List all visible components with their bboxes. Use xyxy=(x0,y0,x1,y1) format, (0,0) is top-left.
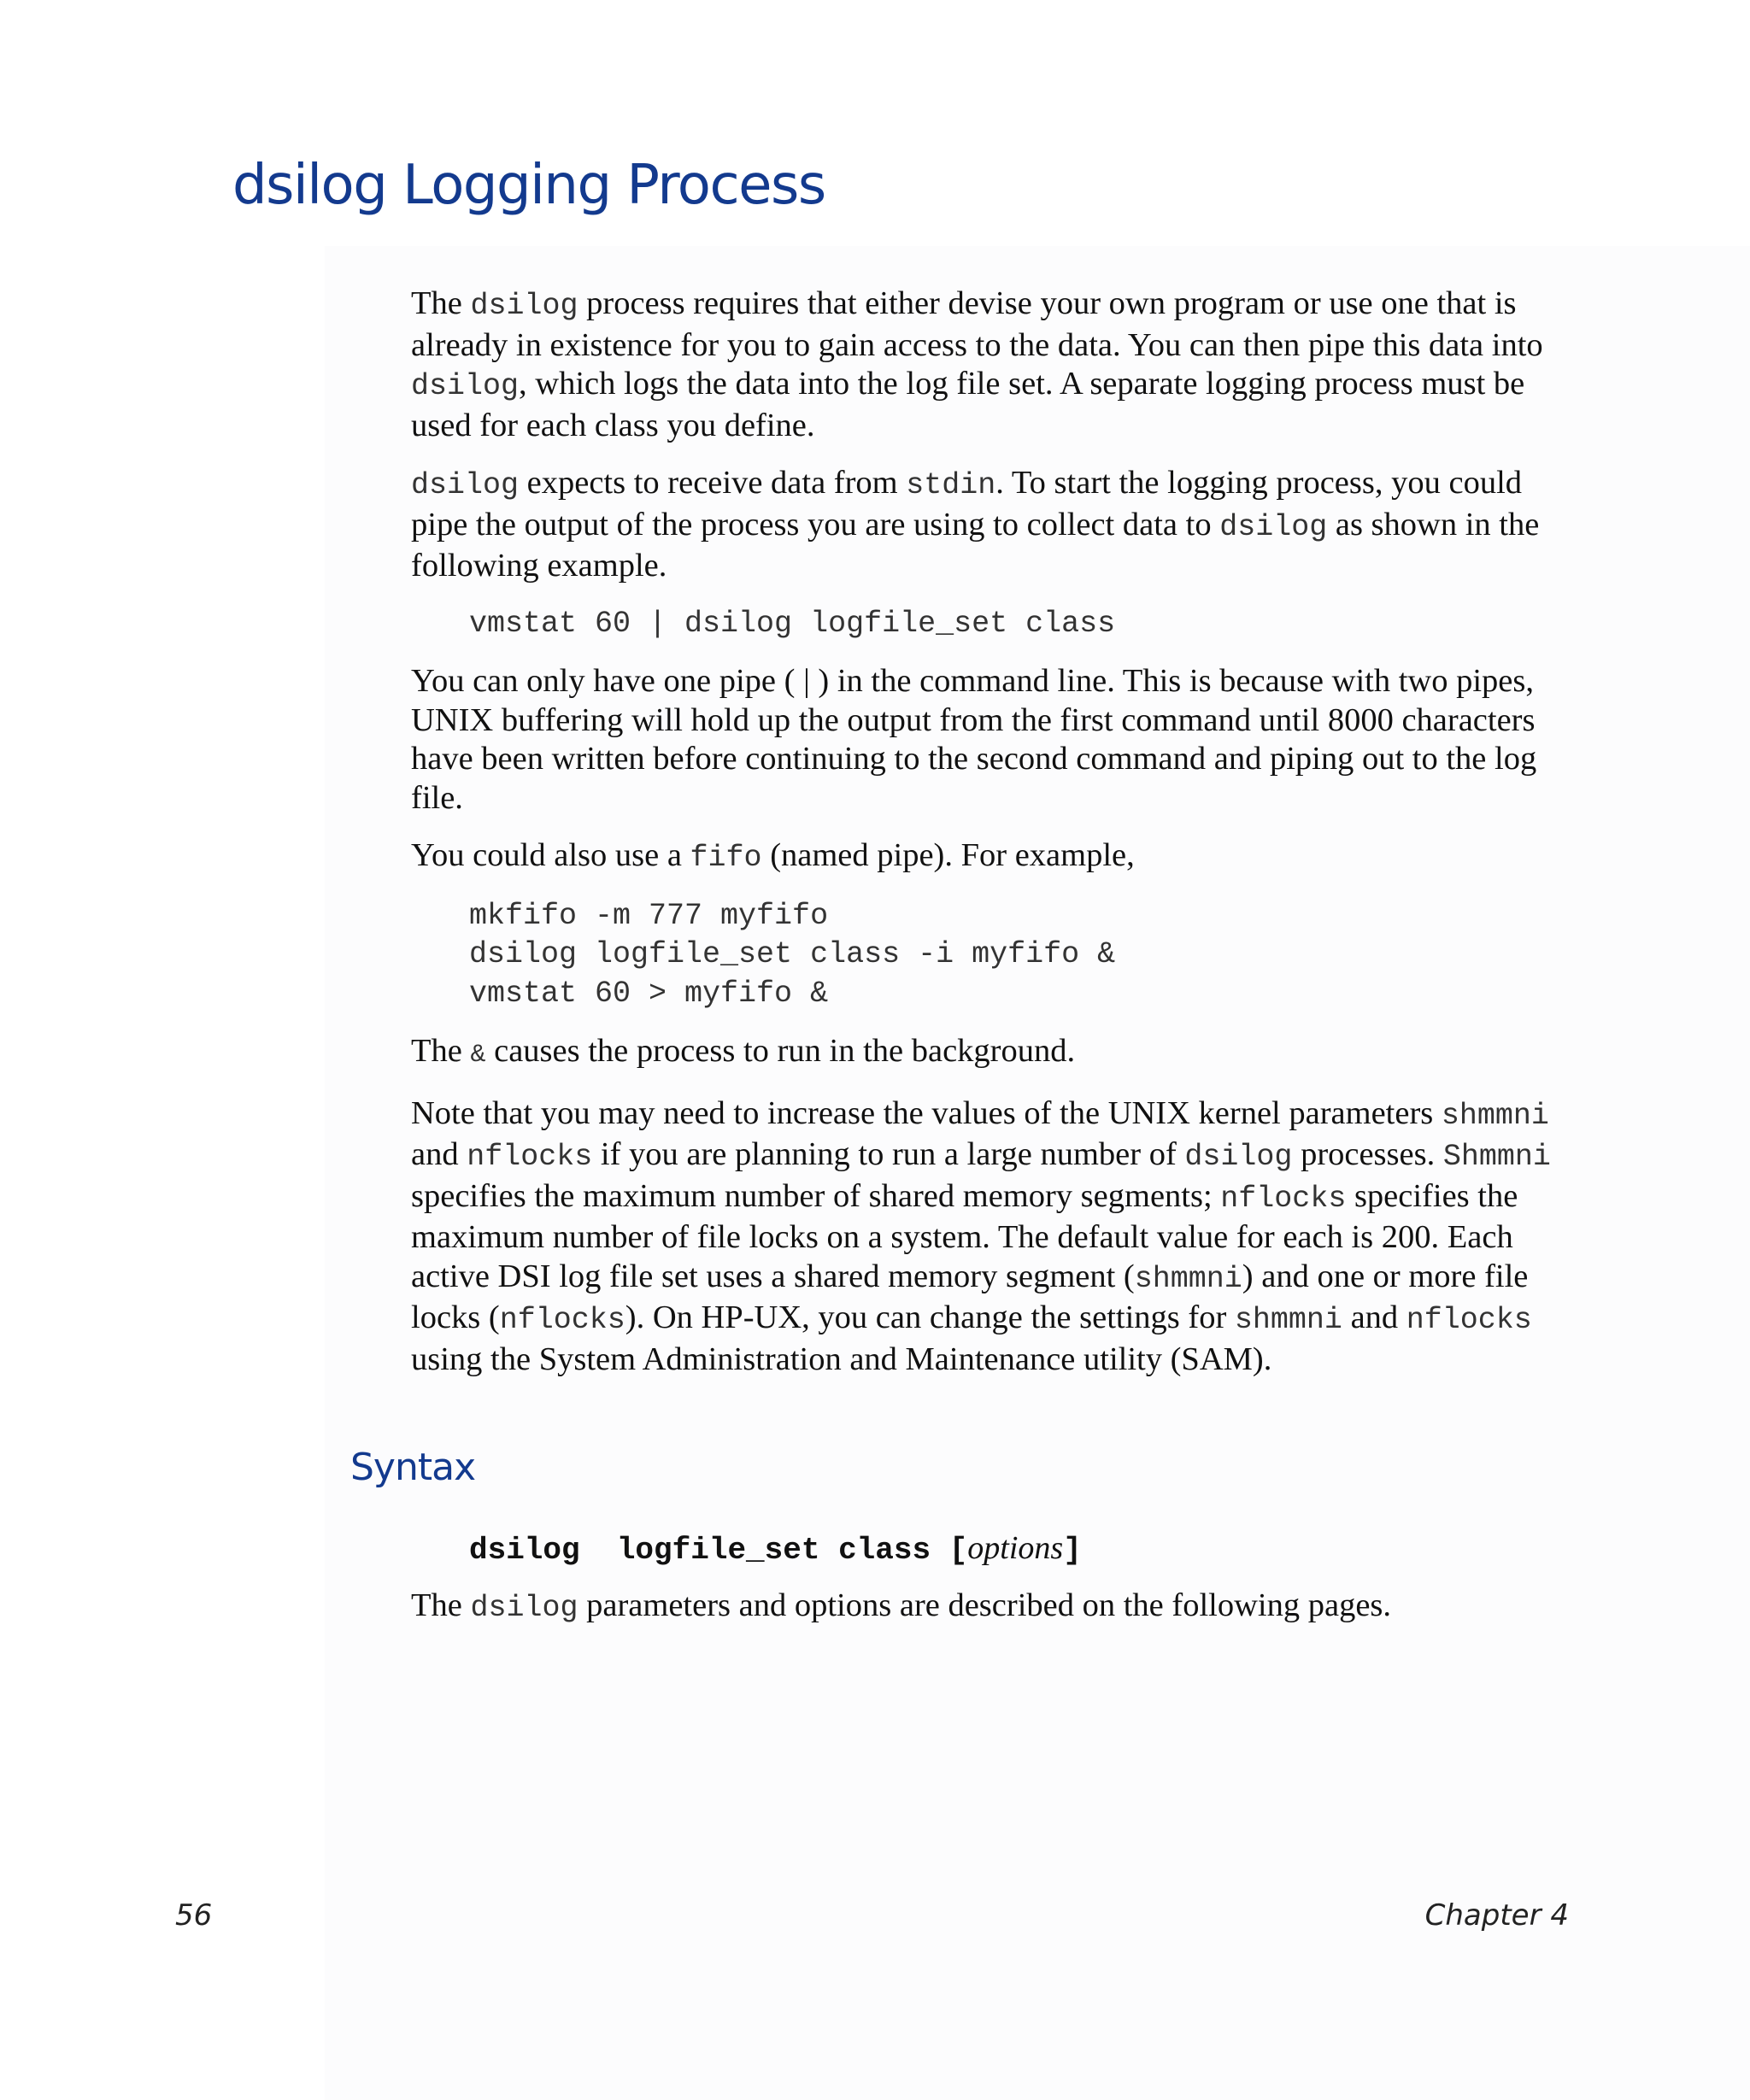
inline-code: shmmni xyxy=(1234,1303,1342,1337)
text: expects to receive data from xyxy=(519,465,907,501)
inline-code: nflocks xyxy=(1220,1181,1347,1216)
text: parameters and options are described on the following pages. xyxy=(578,1587,1392,1623)
text: using the System Administration and Maintenance utility (SAM). xyxy=(411,1340,1272,1377)
syntax-options: options xyxy=(967,1530,1064,1566)
text: The xyxy=(411,285,471,321)
text: specifies the maximum number of file locks on a system. The default value for each is 200. Each active DSI log file set uses a shared memory segment ( xyxy=(411,1177,1518,1294)
inline-code: dsilog xyxy=(470,1591,578,1625)
text: The xyxy=(411,1587,471,1623)
chapter-label: Chapter 4 xyxy=(1424,1898,1569,1933)
inline-code: dsilog xyxy=(411,468,520,502)
text: . To start the logging process, you could pipe the output of the process you are using to collect data to xyxy=(411,465,1523,543)
text: Note that you may need to increase the values of the UNIX kernel parameters xyxy=(411,1094,1442,1131)
text: ). On HP-UX, you can change the settings for xyxy=(625,1299,1235,1335)
text: The xyxy=(411,1033,471,1069)
syntax-line xyxy=(469,1529,1082,1569)
text: , which logs the data into the log file set. A separate logging process must be used for each class you define. xyxy=(411,366,1525,443)
text: if you are planning to run a large number of xyxy=(592,1136,1185,1172)
paragraph-pipe-note: You can only have one pipe ( | ) in the command line. This is because with two pipes, UNIX buffering will hold up the output from the first command until 8000 characters have been written before continuing to the second command and piping out to the log file. xyxy=(411,663,1537,816)
paragraph-intro xyxy=(411,284,1573,445)
code-line: dsilog logfile_set class -i myfifo & xyxy=(469,937,1116,971)
inline-code: dsilog xyxy=(411,369,520,403)
code-line: vmstat 60 > myfifo & xyxy=(469,976,829,1011)
text: (named pipe). For example, xyxy=(761,837,1135,873)
inline-code: dsilog xyxy=(1184,1140,1293,1174)
inline-code: dsilog xyxy=(470,289,578,323)
text: processes. xyxy=(1292,1136,1443,1172)
syntax-close: ] xyxy=(1063,1533,1082,1568)
inline-code: shmmni xyxy=(1441,1098,1549,1133)
text: specifies the maximum number of shared memory segments; xyxy=(411,1177,1221,1214)
syntax-heading: Syntax xyxy=(350,1446,476,1489)
paragraph-fifo xyxy=(411,836,1573,878)
code-line: mkfifo -m 777 myfifo xyxy=(469,898,829,933)
text: and xyxy=(411,1136,467,1172)
text: causes the process to run in the background. xyxy=(485,1033,1076,1069)
inline-code: nflocks xyxy=(467,1140,593,1174)
page-title: dsilog Logging Process xyxy=(232,154,825,217)
code-line: vmstat 60 | dsilog logfile_set class xyxy=(469,606,1116,641)
inline-code: fifo xyxy=(690,841,762,875)
page-number: 56 xyxy=(175,1898,213,1933)
inline-code: nflocks xyxy=(499,1303,625,1337)
code-example-fifo xyxy=(469,897,1573,1014)
text: process requires that either devise your own program or use one that is already in existence for you to gain access to the data. You can then pipe this data into xyxy=(411,285,1543,363)
paragraph-kernel-params xyxy=(411,1094,1573,1380)
inline-code: stdin xyxy=(906,468,996,502)
paragraph-background xyxy=(411,1032,1573,1076)
text: ) and one or more file locks ( xyxy=(411,1258,1529,1335)
text: and xyxy=(1342,1299,1406,1335)
inline-code: nflocks xyxy=(1406,1303,1532,1337)
inline-code: dsilog xyxy=(1219,509,1328,544)
inline-code: shmmni xyxy=(1134,1261,1242,1296)
text: as shown in the following example. xyxy=(411,506,1540,584)
inline-code: Shmmni xyxy=(1442,1140,1551,1174)
text: You could also use a xyxy=(411,837,690,873)
paragraph-params xyxy=(411,1587,1573,1628)
code-example-pipe xyxy=(469,605,1573,644)
inline-code: & xyxy=(470,1041,486,1070)
syntax-command: dsilog logfile_set class [ xyxy=(469,1533,968,1568)
body-text xyxy=(411,284,1573,1398)
paragraph-stdin xyxy=(411,464,1573,586)
